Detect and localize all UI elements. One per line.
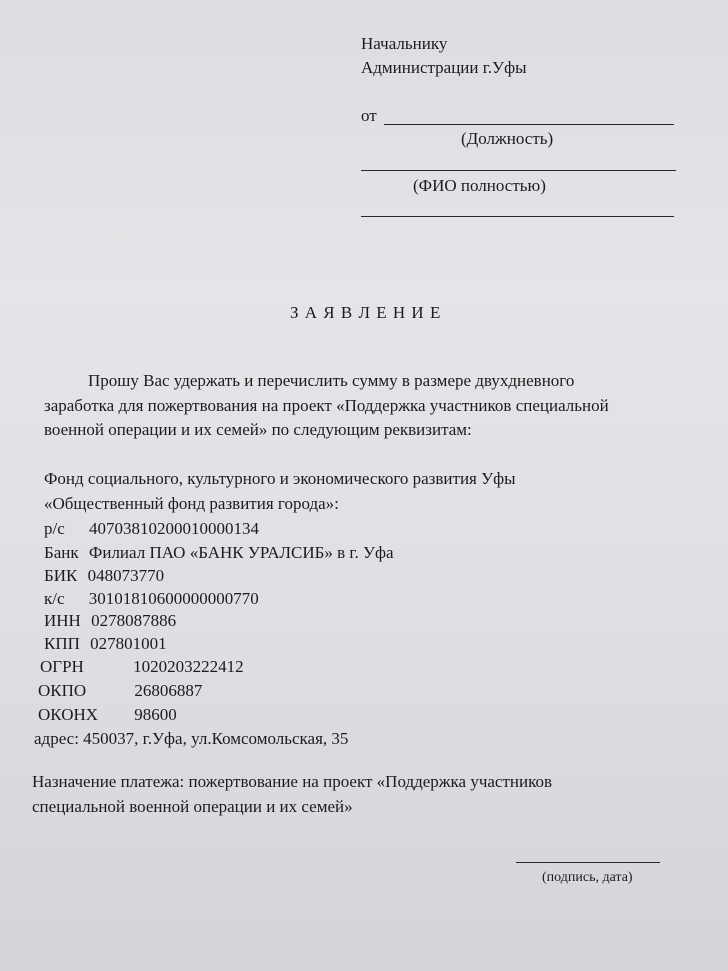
fullname-caption: (ФИО полностью) — [413, 176, 546, 195]
requisite-label: ОГРН — [40, 657, 84, 676]
requisite-row — [44, 519, 259, 539]
requisite-value: Филиал ПАО «БАНК УРАЛСИБ» в г. Уфа — [88, 543, 394, 562]
requisite-row — [44, 566, 164, 586]
requisite-label: ОКПО — [38, 681, 87, 700]
request-text-line-2: заработка для пожертвования на проект «Поддержка участников специальной — [44, 396, 609, 415]
requisite-row — [38, 705, 177, 725]
name-blank-line — [361, 170, 676, 171]
request-text-line-1: Прошу Вас удержать и перечислить сумму в размере двухдневного — [88, 371, 575, 390]
requisite-value: 1020203222412 — [133, 657, 244, 676]
requisite-label: р/с — [44, 519, 65, 538]
requisite-row — [38, 681, 202, 701]
document-title: З А Я В Л Е Н И Е — [290, 303, 442, 322]
from-label: от — [361, 106, 377, 125]
signature-line — [516, 862, 660, 863]
requisite-row — [44, 543, 394, 563]
requisite-row — [40, 657, 244, 677]
addressee-line-2: Администрации г.Уфы — [361, 58, 527, 77]
request-text-line-3: военной операции и их семей» по следующим реквизитам: — [44, 420, 472, 439]
payment-purpose-line-2: специальной военной операции и их семей» — [32, 797, 353, 816]
requisite-value: 98600 — [134, 705, 177, 724]
signature-caption: (подпись, дата) — [542, 870, 633, 885]
requisite-value: 048073770 — [87, 566, 165, 585]
extra-blank-line — [361, 216, 674, 217]
addressee-line-1: Начальнику — [361, 34, 448, 53]
position-blank-line — [384, 124, 674, 125]
requisite-value: 26806887 — [134, 681, 203, 700]
requisite-row — [44, 634, 167, 654]
requisite-value: 0278087886 — [91, 611, 177, 630]
requisite-label: КПП — [44, 634, 80, 653]
requisite-value: 30101810600000000770 — [88, 589, 259, 608]
requisite-value: 40703810200010000134 — [89, 519, 260, 538]
requisite-label: ОКОНХ — [38, 705, 99, 724]
payment-purpose-line-1: Назначение платежа: пожертвование на проект «Поддержка участников — [32, 772, 553, 791]
fund-name-line-2: «Общественный фонд развития города»: — [44, 494, 339, 513]
requisite-label: ИНН — [44, 611, 81, 630]
requisite-label: Банк — [44, 543, 79, 562]
requisite-value: 027801001 — [90, 634, 167, 653]
requisite-row — [44, 611, 176, 631]
requisite-label: к/с — [44, 589, 65, 608]
fund-name-line-1: Фонд социального, культурного и экономического развития Уфы — [44, 469, 516, 488]
position-caption: (Должность) — [461, 129, 554, 148]
address-line: адрес: 450037, г.Уфа, ул.Комсомольская, 35 — [34, 729, 349, 748]
requisite-row — [44, 589, 259, 609]
requisite-label: БИК — [44, 566, 78, 585]
